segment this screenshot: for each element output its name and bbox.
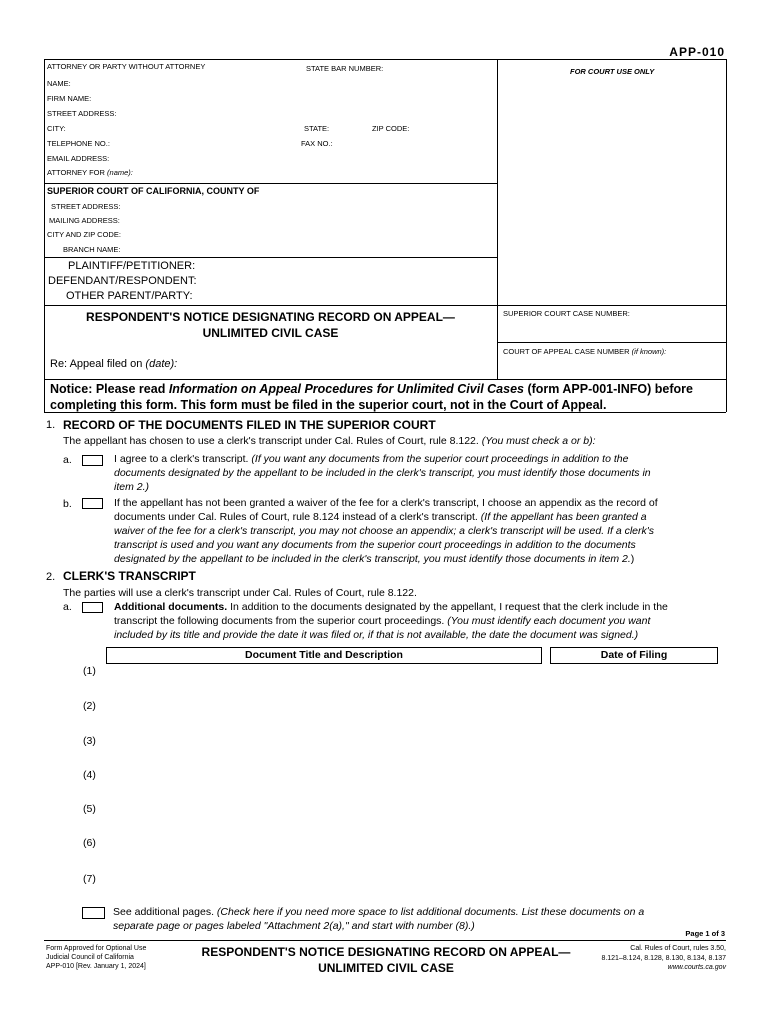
footer-left-line1: Form Approved for Optional Use [46, 945, 147, 952]
attorney-for-field[interactable] [138, 165, 491, 177]
footer-title [170, 944, 602, 976]
name-label: NAME: [47, 79, 71, 88]
document-date-field[interactable] [550, 698, 718, 728]
section1-a-line2: documents designated by the appellant to be included in the clerk's transcript, you must identify those documents in [114, 467, 651, 479]
appeal-case-known: (if known): [631, 347, 667, 356]
superior-case-label: SUPERIOR COURT CASE NUMBER: [503, 309, 630, 318]
footer-left [46, 944, 146, 971]
section2-a-line3: included by its title and provide the date it was filed or, if that is not available, the date the document was signed.) [114, 629, 639, 641]
defendant-label: DEFENDANT/RESPONDENT: [48, 275, 197, 287]
form-title-line2: UNLIMITED CIVIL CASE [202, 326, 339, 340]
document-title-field[interactable] [106, 870, 542, 900]
footer-right-line1: Cal. Rules of Court, rules 3.50, [630, 945, 726, 952]
state-label: STATE: [304, 124, 330, 133]
caption-right-border [726, 59, 727, 412]
county-field[interactable] [290, 184, 490, 197]
section1-intro-text: The appellant has chosen to use a clerk's transcript under Cal. Rules of Court, rule 8.122. [63, 435, 479, 447]
notice-part1: Notice: Please read [50, 382, 169, 396]
section2-a-line2-italic: (You must identify each document you want [447, 615, 651, 627]
caption-middle-divider [497, 59, 498, 379]
section1-b-line4: transcript is used and you want any documents from the superior court proceedings in addition to the documents [114, 539, 636, 551]
state-bar-label: STATE BAR NUMBER: [306, 64, 384, 73]
plaintiff-field[interactable] [190, 259, 490, 272]
city-field[interactable] [72, 121, 297, 133]
notice-line1 [50, 381, 693, 397]
form-title [44, 309, 497, 341]
zip-label: ZIP CODE: [372, 124, 410, 133]
document-title-field[interactable] [106, 801, 542, 831]
section1-a-text [114, 452, 724, 494]
section2-a-line2 [114, 614, 726, 628]
footer-title-line2: UNLIMITED CIVIL CASE [318, 961, 454, 975]
section1-intro [63, 434, 596, 448]
section1-a-line3: item 2.) [114, 481, 150, 493]
section1-b-line2-italic: (If the appellant has been granted a [480, 511, 647, 523]
section1-number: 1. [46, 419, 56, 431]
defendant-field[interactable] [190, 274, 490, 287]
section2-a-line2-plain: transcript the following documents from the superior court proceedings. [114, 615, 448, 627]
attorney-label: ATTORNEY OR PARTY WITHOUT ATTORNEY [47, 62, 206, 71]
notice-part2: Information on Appeal Procedures for Unlimited Civil Cases [168, 382, 524, 396]
re-appeal-text: Re: Appeal filed on [50, 358, 143, 370]
section2-a-bold: Additional documents. [114, 601, 228, 613]
parties-block-divider [44, 305, 726, 306]
caption-left-border [44, 59, 45, 412]
court-street-label: STREET ADDRESS: [51, 202, 121, 211]
street-field[interactable] [118, 106, 490, 118]
fax-label: FAX NO.: [301, 139, 333, 148]
document-date-field[interactable] [550, 733, 718, 763]
document-date-field[interactable] [550, 767, 718, 797]
document-title-field[interactable] [106, 767, 542, 797]
appeal-case-label [503, 347, 666, 356]
footer-title-line1: RESPONDENT'S NOTICE DESIGNATING RECORD ON APPEAL— [201, 945, 571, 959]
section2-a-line1 [114, 600, 726, 614]
attorney-for-name-hint: (name): [107, 168, 133, 177]
plaintiff-label: PLAINTIFF/PETITIONER: [68, 260, 196, 272]
other-party-field[interactable] [190, 289, 490, 302]
court-block-divider [44, 257, 497, 258]
additional-pages-plain: See additional pages. [113, 906, 217, 918]
document-title-field[interactable] [106, 698, 542, 728]
section2-a-checkbox[interactable] [82, 602, 103, 613]
appeal-date-field[interactable] [172, 356, 490, 370]
re-appeal-label [50, 358, 177, 370]
re-appeal-date-hint: (date): [145, 358, 178, 370]
section2-a-line1-plain: In addition to the documents designated by the appellant, I request that the clerk include in the [227, 601, 668, 613]
section1-a-line1-plain: I agree to a clerk's transcript. [114, 453, 252, 465]
email-field[interactable] [115, 151, 491, 163]
section1-a-line1-italic: (If you want any documents from the superior court proceedings in addition to the [251, 453, 629, 465]
page-number: Page 1 of 3 [685, 929, 725, 938]
attorney-for-label [47, 168, 133, 177]
section2-a-text [114, 600, 726, 642]
row-number: (6) [83, 837, 96, 849]
row-number: (7) [83, 873, 96, 885]
section1-b-letter: b. [63, 498, 72, 510]
appeal-case-text: COURT OF APPEAL CASE NUMBER [503, 347, 630, 356]
section1-heading: RECORD OF THE DOCUMENTS FILED IN THE SUPERIOR COURT [63, 418, 436, 432]
section1-b-checkbox[interactable] [82, 498, 103, 509]
notice-part3: (form APP-001-INFO) before [523, 382, 693, 396]
document-date-field[interactable] [550, 870, 718, 900]
document-date-field[interactable] [550, 664, 718, 694]
other-party-label: OTHER PARENT/PARTY: [66, 290, 193, 302]
firm-field[interactable] [95, 91, 490, 103]
document-date-field[interactable] [550, 835, 718, 865]
additional-pages-text [113, 905, 725, 933]
footer-left-line2: Judicial Council of California [46, 954, 134, 961]
section2-a-letter: a. [63, 601, 72, 613]
phone-field[interactable] [118, 136, 296, 148]
notice [50, 381, 693, 413]
section2-number: 2. [46, 571, 56, 583]
superior-case-field[interactable] [503, 320, 721, 338]
court-city-label: CITY AND ZIP CODE: [47, 230, 121, 239]
row-number: (4) [83, 769, 96, 781]
fax-field[interactable] [336, 136, 491, 148]
section1-b-line2 [114, 510, 726, 524]
court-branch-label: BRANCH NAME: [63, 245, 121, 254]
document-title-field[interactable] [106, 835, 542, 865]
row-number: (5) [83, 803, 96, 815]
phone-label: TELEPHONE NO.: [47, 139, 110, 148]
form-title-line1: RESPONDENT'S NOTICE DESIGNATING RECORD ON APPEAL— [86, 310, 455, 324]
court-mailing-label: MAILING ADDRESS: [49, 216, 120, 225]
court-use-label: FOR COURT USE ONLY [570, 67, 655, 76]
city-label: CITY: [47, 124, 66, 133]
document-date-field[interactable] [550, 801, 718, 831]
row-number: (1) [83, 665, 96, 677]
section1-b-line5-end: ) [630, 553, 635, 565]
section1-a-letter: a. [63, 454, 72, 466]
document-title-field[interactable] [106, 664, 542, 694]
footer-right [601, 944, 726, 973]
document-title-field[interactable] [106, 733, 542, 763]
courts-website-link[interactable]: www.courts.ca.gov [667, 964, 726, 971]
street-label: STREET ADDRESS: [47, 109, 117, 118]
section1-b-text [114, 496, 726, 566]
section2-heading: CLERK'S TRANSCRIPT [63, 569, 196, 583]
appeal-case-field[interactable] [503, 358, 721, 376]
notice-top-border [44, 379, 726, 380]
section1-b-line5-italic: designated by the appellant to be included in the clerk's transcript, you must identify those documents in item 2. [114, 553, 631, 565]
col-header-date: Date of Filing [550, 647, 718, 664]
firm-label: FIRM NAME: [47, 94, 92, 103]
case-number-divider [497, 342, 726, 343]
caption-top-border [44, 59, 726, 60]
state-field[interactable] [334, 121, 368, 133]
name-field[interactable] [82, 76, 292, 88]
form-id: APP-010 [669, 45, 725, 59]
section2-intro: The parties will use a clerk's transcript under Cal. Rules of Court, rule 8.122. [63, 587, 417, 599]
court-label: SUPERIOR COURT OF CALIFORNIA, COUNTY OF [47, 186, 260, 196]
section1-a-checkbox[interactable] [82, 455, 103, 466]
footer-right-line2: 8.121–8.124, 8.128, 8.130, 8.134, 8.137 [601, 954, 726, 962]
notice-line2: completing this form. This form must be filed in the superior court, not in the Court of Appeal. [50, 398, 607, 412]
zip-field[interactable] [412, 121, 492, 133]
row-number: (3) [83, 735, 96, 747]
additional-pages-line1 [113, 905, 725, 919]
attorney-for-text: ATTORNEY FOR [47, 168, 105, 177]
footer-left-line3: APP-010 [Rev. January 1, 2024] [46, 963, 146, 970]
additional-pages-line2: separate page or pages labeled "Attachment 2(a)," and start with number (8).) [113, 920, 475, 932]
section1-b-line2-plain: documents under Cal. Rules of Court, rule 8.124 instead of a clerk's transcript. [114, 511, 481, 523]
row-number: (2) [83, 700, 96, 712]
footer-rule [44, 940, 726, 941]
section1-a-line1 [114, 452, 724, 466]
section1-intro-hint: (You must check a or b): [478, 435, 596, 447]
additional-pages-checkbox[interactable] [82, 907, 105, 919]
section1-b-line5 [114, 552, 726, 566]
email-label: EMAIL ADDRESS: [47, 154, 110, 163]
col-header-title: Document Title and Description [106, 647, 542, 664]
section1-b-line1: If the appellant has not been granted a waiver of the fee for a clerk's transcript, I choose an appendix as the record of [114, 497, 658, 509]
additional-pages-italic: (Check here if you need more space to list additional documents. List these documents on a [216, 906, 645, 918]
section1-b-line3: waiver of the fee for a clerk's transcript, you may not choose an appendix; a clerk's transcript will be used. If a clerk's [114, 525, 655, 537]
